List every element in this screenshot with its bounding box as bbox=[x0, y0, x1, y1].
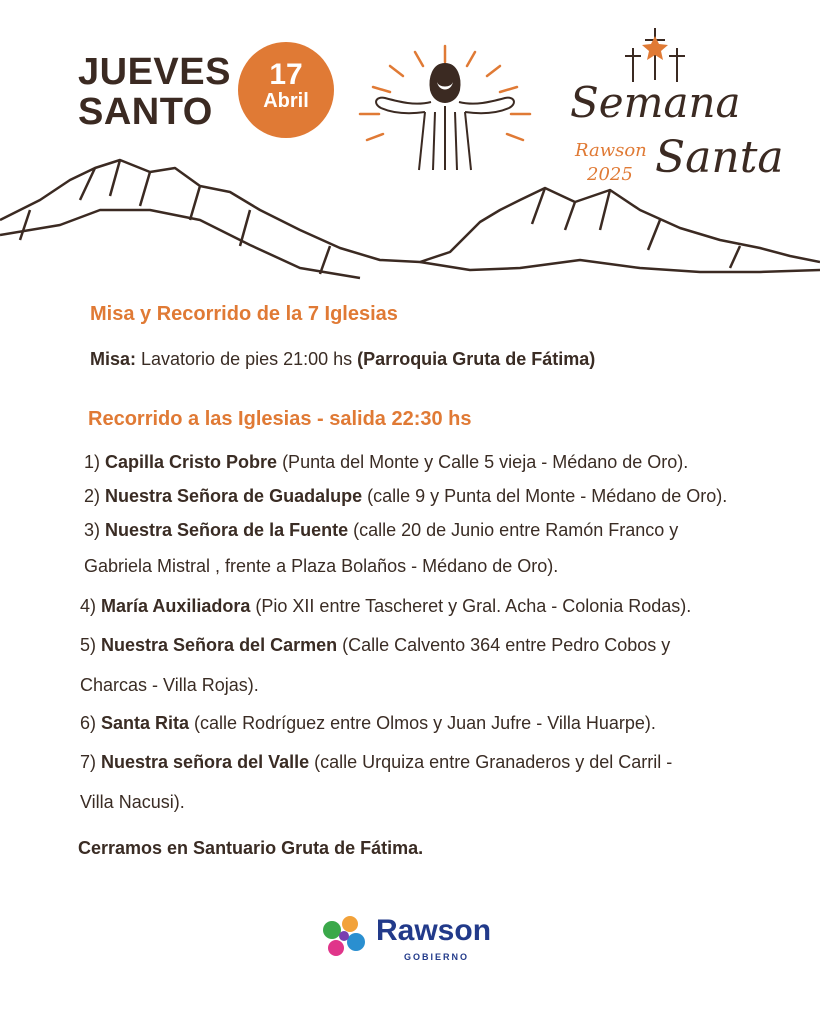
list-item: 5) Nuestra Señora del Carmen (Calle Calvento 364 entre Pedro Cobos y bbox=[80, 635, 671, 655]
misa-text: Lavatorio de pies 21:00 hs bbox=[136, 349, 358, 369]
church-name: Santa Rita bbox=[101, 713, 190, 733]
list-item-continuation: Charcas - Villa Rojas). bbox=[80, 675, 259, 695]
title-line-1: JUEVES bbox=[78, 51, 231, 93]
rawson-gobierno-logo bbox=[316, 908, 516, 968]
list-item: 2) Nuestra Señora de Guadalupe (calle 9 y Punta del Monte - Médano de Oro). bbox=[84, 486, 728, 506]
event-title bbox=[78, 52, 231, 132]
misa-line bbox=[90, 349, 595, 370]
logo-word-semana: Semana bbox=[570, 78, 741, 127]
church-name: Nuestra señora del Valle bbox=[101, 752, 310, 772]
date-badge bbox=[238, 42, 334, 138]
church-name: Nuestra Señora de la Fuente bbox=[105, 520, 349, 540]
list-item: 4) María Auxiliadora (Pio XII entre Tascheret y Gral. Acha - Colonia Rodas). bbox=[80, 596, 692, 616]
brand-name: Rawson bbox=[376, 914, 492, 947]
list-item-continuation: Gabriela Mistral , frente a Plaza Bolaños - Médano de Oro). bbox=[84, 556, 559, 576]
misa-place: (Parroquia Gruta de Fátima) bbox=[357, 349, 596, 369]
title-line-2: SANTO bbox=[78, 91, 213, 133]
church-name: Nuestra Señora de Guadalupe bbox=[105, 486, 363, 506]
misa-label: Misa: bbox=[90, 349, 137, 369]
list-item: 6) Santa Rita (calle Rodríguez entre Olmos y Juan Jufre - Villa Huarpe). bbox=[80, 713, 656, 733]
mountains-illustration bbox=[0, 150, 820, 290]
brand-subtitle: GOBIERNO bbox=[404, 952, 470, 962]
logo-year: 2025 bbox=[587, 164, 633, 185]
logo-word-santa: Santa bbox=[655, 132, 784, 183]
church-name: Nuestra Señora del Carmen bbox=[101, 635, 338, 655]
church-name: Capilla Cristo Pobre bbox=[105, 452, 278, 472]
list-item: 3) Nuestra Señora de la Fuente (calle 20 de Junio entre Ramón Franco y bbox=[84, 520, 679, 540]
date-month: Abril bbox=[263, 90, 309, 112]
list-item: 1) Capilla Cristo Pobre (Punta del Monte y Calle 5 vieja - Médano de Oro). bbox=[84, 452, 689, 472]
list-item-continuation: Villa Nacusi). bbox=[80, 792, 185, 812]
church-name: María Auxiliadora bbox=[101, 596, 251, 616]
header-banner bbox=[0, 0, 820, 290]
list-item: 7) Nuestra señora del Valle (calle Urquiza entre Granaderos y del Carril - bbox=[80, 752, 673, 772]
rawson-emblem-icon bbox=[316, 908, 372, 964]
section-heading-recorrido: Recorrido a las Iglesias - salida 22:30 hs bbox=[88, 408, 472, 430]
date-day: 17 bbox=[269, 58, 303, 91]
section-heading-misa: Misa y Recorrido de la 7 Iglesias bbox=[90, 303, 398, 325]
closing-text: Cerramos en Santuario Gruta de Fátima. bbox=[78, 838, 424, 858]
logo-place: Rawson bbox=[575, 140, 647, 161]
